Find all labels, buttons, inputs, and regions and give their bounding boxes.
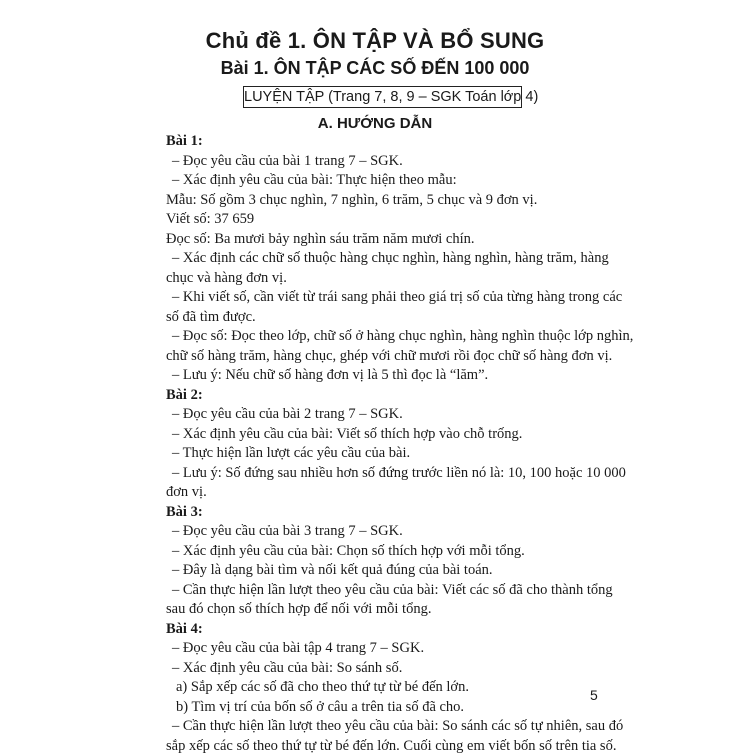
exercise-line: – Lưu ý: Nếu chữ số hàng đơn vị là 5 thì đọc là “lăm”.	[166, 366, 596, 386]
chapter-title: Chủ đề 1. ÔN TẬP VÀ BỔ SUNG	[0, 28, 750, 54]
exercise-line: – Xác định yêu cầu của bài: So sánh số.	[166, 659, 596, 679]
exercise-line: – Đọc yêu cầu của bài tập 4 trang 7 – SGK.	[166, 639, 596, 659]
exercise-line: Đọc số: Ba mươi bảy nghìn sáu trăm năm mươi chín.	[166, 230, 596, 250]
exercise-line: sắp xếp các số theo thứ tự từ bé đến lớn. Cuối cùng em viết bốn số trên tia số.	[166, 737, 596, 756]
exercise-line: Viết số: 37 659	[166, 210, 596, 230]
exercise-title: Bài 1:	[166, 132, 596, 152]
lesson-title: Bài 1. ÔN TẬP CÁC SỐ ĐẾN 100 000	[0, 58, 750, 79]
exercise-title: Bài 4:	[166, 620, 596, 640]
exercise-line: – Cần thực hiện lần lượt theo yêu cầu của bài: Viết các số đã cho thành tổng	[166, 581, 596, 601]
exercise-line: – Đọc yêu cầu của bài 2 trang 7 – SGK.	[166, 405, 596, 425]
practice-box: LUYỆN TẬP (Trang 7, 8, 9 – SGK Toán lớp 4)	[243, 86, 522, 108]
exercise-line: – Xác định yêu cầu của bài: Viết số thích hợp vào chỗ trống.	[166, 425, 596, 445]
exercise-line: b) Tìm vị trí của bốn số ở câu a trên tia số đã cho.	[166, 698, 596, 718]
exercise-line: a) Sắp xếp các số đã cho theo thứ tự từ bé đến lớn.	[166, 678, 596, 698]
exercise-line: chục và hàng đơn vị.	[166, 269, 596, 289]
exercise-line: – Khi viết số, cần viết từ trái sang phải theo giá trị số của từng hàng trong các	[166, 288, 596, 308]
exercise-line: – Xác định yêu cầu của bài: Chọn số thích hợp với mỗi tổng.	[166, 542, 596, 562]
exercise-line: – Đọc số: Đọc theo lớp, chữ số ở hàng chục nghìn, hàng nghìn thuộc lớp nghìn,	[166, 327, 596, 347]
section-heading: A. HƯỚNG DẪN	[0, 115, 750, 132]
exercise-line: – Lưu ý: Số đứng sau nhiều hơn số đứng trước liền nó là: 10, 100 hoặc 10 000	[166, 464, 596, 484]
exercise-line: sau đó chọn số thích hợp để nối với mỗi tổng.	[166, 600, 596, 620]
exercise-title: Bài 2:	[166, 386, 596, 406]
exercise-line: – Xác định yêu cầu của bài: Thực hiện theo mẫu:	[166, 171, 596, 191]
exercise-line: chữ số hàng trăm, hàng chục, ghép với chữ mươi rồi đọc chữ số hàng đơn vị.	[166, 347, 596, 367]
exercise-line: – Cần thực hiện lần lượt theo yêu cầu của bài: So sánh các số tự nhiên, sau đó	[166, 717, 596, 737]
exercise-line: Mẫu: Số gồm 3 chục nghìn, 7 nghìn, 6 trăm, 5 chục và 9 đơn vị.	[166, 191, 596, 211]
guide-content	[166, 132, 596, 756]
exercise-line: – Xác định các chữ số thuộc hàng chục nghìn, hàng nghìn, hàng trăm, hàng	[166, 249, 596, 269]
exercise-line: – Thực hiện lần lượt các yêu cầu của bài.	[166, 444, 596, 464]
exercise-title: Bài 3:	[166, 503, 596, 523]
page-number: 5	[590, 687, 598, 703]
exercise-line: – Đây là dạng bài tìm và nối kết quả đúng của bài toán.	[166, 561, 596, 581]
exercise-line: – Đọc yêu cầu của bài 3 trang 7 – SGK.	[166, 522, 596, 542]
exercise-line: – Đọc yêu cầu của bài 1 trang 7 – SGK.	[166, 152, 596, 172]
exercise-line: đơn vị.	[166, 483, 596, 503]
exercise-line: số đã tìm được.	[166, 308, 596, 328]
